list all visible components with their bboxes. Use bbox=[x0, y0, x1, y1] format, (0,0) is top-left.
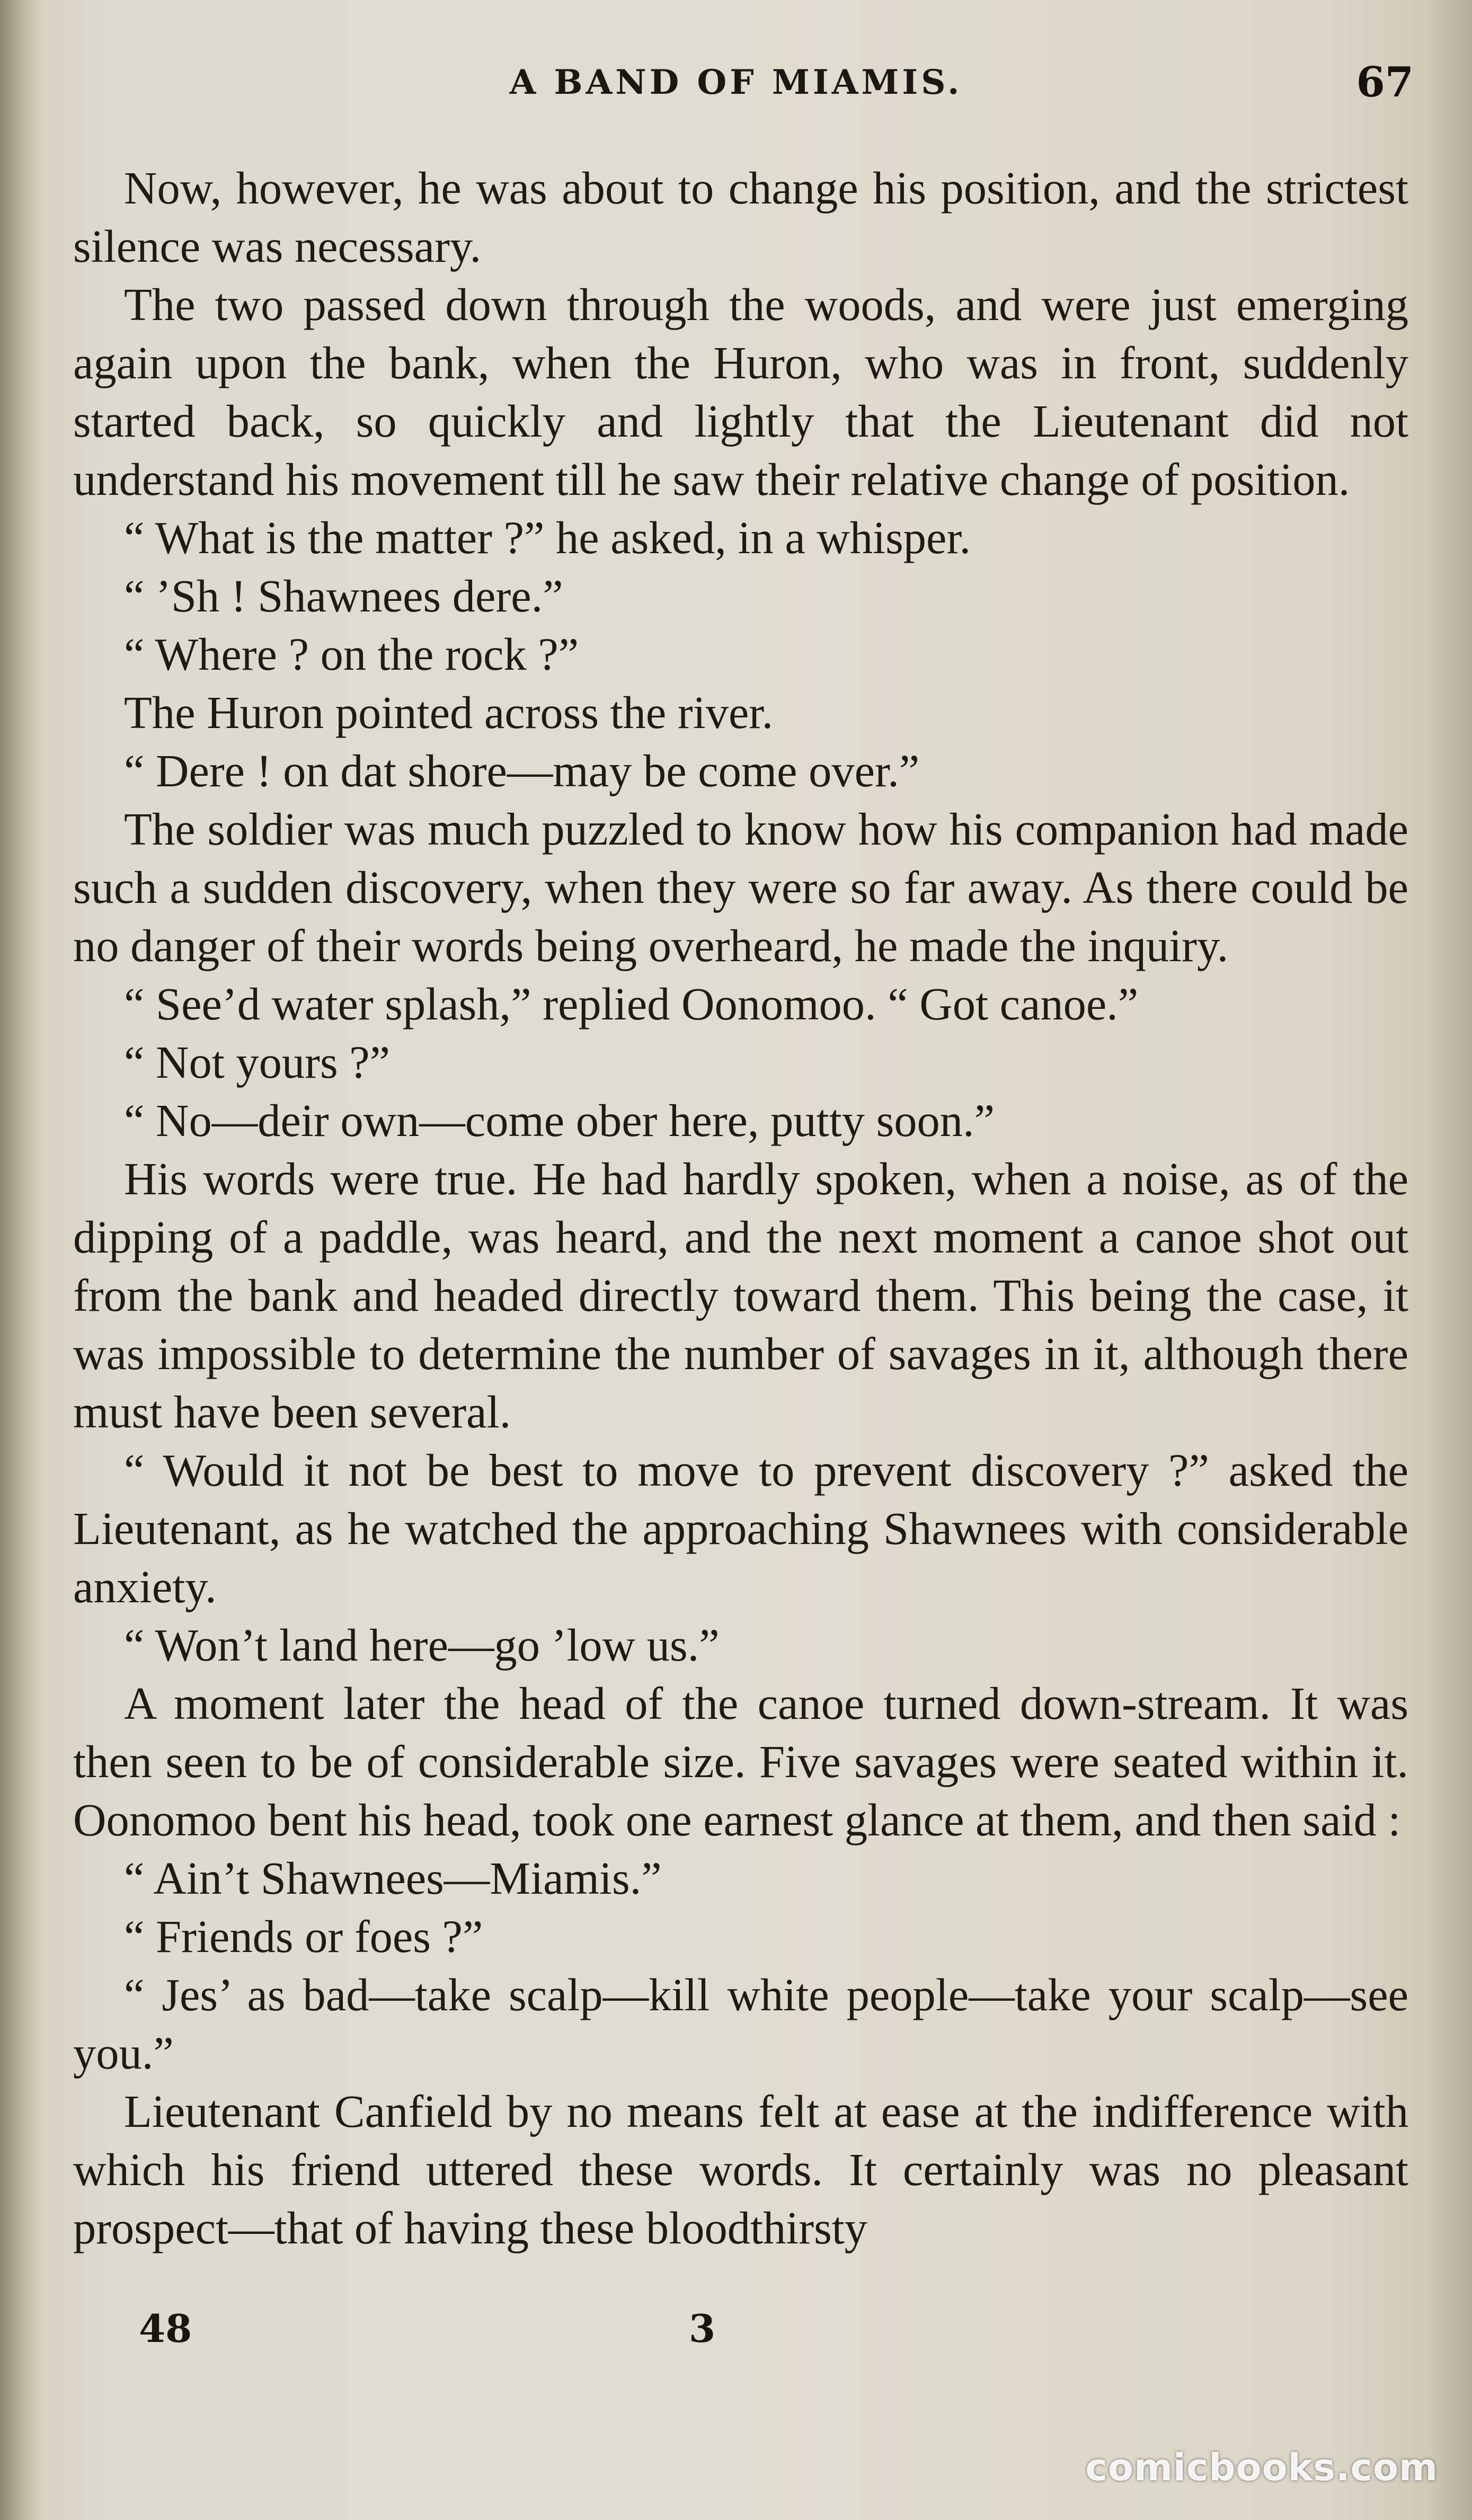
paragraph: “ Won’t land here—go ’low us.” bbox=[124, 1620, 720, 1671]
paragraph: “ Ain’t Shawnees—Miamis.” bbox=[124, 1853, 662, 1904]
paragraph: “ Where ? on the rock ?” bbox=[124, 629, 579, 680]
paragraph: Lieutenant Canfield by no means felt at ease at the indifference with which his friend uttered these words. It certainly was no pleasant prospect—that of having these bloodthirsty bbox=[73, 2086, 1408, 2253]
running-head: A BAND OF MIAMIS. bbox=[509, 63, 963, 102]
paragraph: Now, however, he was about to change his position, and the strictest silence was necessary. bbox=[73, 163, 1408, 272]
book-binding-edge bbox=[0, 0, 37, 2520]
paragraph: “ What is the matter ?” he asked, in a whisper. bbox=[124, 512, 971, 563]
body-text bbox=[73, 159, 1408, 2257]
sheet-number: 3 bbox=[689, 2306, 716, 2351]
paragraph: “ Friends or foes ?” bbox=[124, 1911, 483, 1962]
paragraph: The Huron pointed across the river. bbox=[124, 687, 774, 738]
paragraph: A moment later the head of the canoe turned down-stream. It was then seen to be of considerable size. Five savages were seated within it. Oonomoo bent his head, took one earnest glance at them, and then said : bbox=[73, 1678, 1408, 1845]
paragraph: “ ’Sh ! Shawnees dere.” bbox=[124, 571, 563, 622]
signature-mark: 48 bbox=[139, 2306, 192, 2351]
paragraph: His words were true. He had hardly spoken, when a noise, as of the dipping of a paddle, was heard, and the next moment a canoe shot out from the bank and headed directly toward them. This being the case, it was impossible to determine the number of savages in it, although there must have been several. bbox=[73, 1153, 1408, 1438]
paragraph: “ Dere ! on dat shore—may be come over.” bbox=[124, 746, 920, 796]
watermark: comicbooks.com bbox=[1085, 2446, 1438, 2489]
paragraph: The two passed down through the woods, and were just emerging again upon the bank, when the Huron, who was in front, suddenly started back, so quickly and lightly that the Lieutenant did not understand his movement till he saw their relative change of position. bbox=[73, 279, 1408, 505]
paragraph: “ Would it not be best to move to prevent discovery ?” asked the Lieutenant, as he watched the approaching Shawnees with considerable anxiety. bbox=[73, 1445, 1408, 1612]
paragraph: “ See’d water splash,” replied Oonomoo. “ Got canoe.” bbox=[124, 979, 1139, 1030]
page-number: 67 bbox=[1356, 58, 1414, 107]
paragraph: The soldier was much puzzled to know how his companion had made such a sudden discovery, when they were so far away. As there could be no danger of their words being overheard, he made the inquiry. bbox=[73, 804, 1408, 971]
paragraph: “ Jes’ as bad—take scalp—kill white people—take your scalp—see you.” bbox=[73, 1969, 1408, 2079]
paragraph: “ No—deir own—come ober here, putty soon.” bbox=[124, 1095, 995, 1146]
paragraph: “ Not yours ?” bbox=[124, 1037, 391, 1088]
